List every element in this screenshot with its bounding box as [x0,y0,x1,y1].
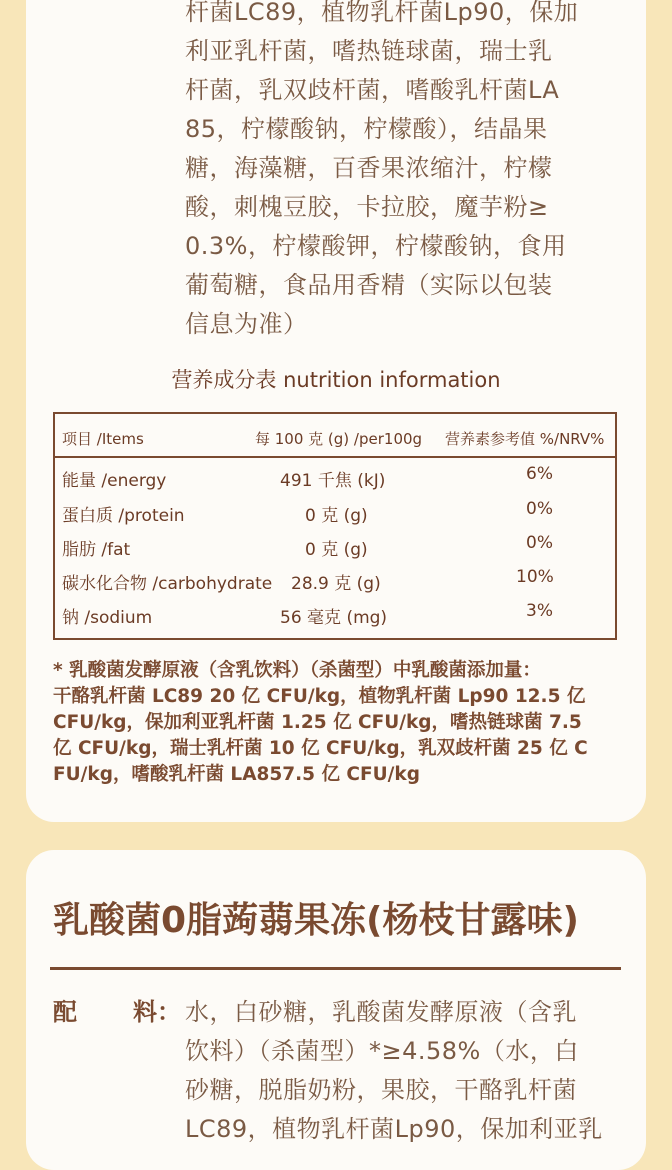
row-item: 蛋白质 /protein [62,506,185,526]
ingredient-line: 水，白砂糖，乳酸菌发酵原液（含乳 [185,998,577,1026]
row-per100: 0 克 (g) [305,540,368,560]
ingredients-label-right: 料： [133,998,181,1026]
ingredient-line: 0.3%，柠檬酸钾，柠檬酸钠，食用 [185,232,567,260]
ingredient-line: 杆菌LC89，植物乳杆菌Lp90，保加 [185,0,579,26]
ingredient-line: 杆菌，乳双歧杆菌，嗜酸乳杆菌LA [185,76,560,104]
note-line: * 乳酸菌发酵原液（含乳饮料）（杀菌型）中乳酸菌添加量： [53,660,541,681]
nutrition-table-header [55,414,615,458]
ingredient-line: 信息为准） [185,310,308,338]
ingredient-line: 85，柠檬酸钠，柠檬酸），结晶果 [185,115,548,143]
row-nrv: 0% [526,533,553,553]
header-per100: 每 100 克 (g) /per100g [255,430,423,448]
ingredients-label-left: 配 [53,998,77,1026]
ingredient-line: 砂糖，脱脂奶粉，果胶，干酪乳杆菌 [185,1076,577,1104]
row-item: 碳水化合物 /carbohydrate [62,574,273,594]
row-item: 脂肪 /fat [62,540,131,560]
nutrition-table [53,412,617,640]
row-per100: 491 千焦 (kJ) [280,471,386,491]
ingredient-line: 葡萄糖，食品用香精（实际以包装 [185,271,553,299]
ingredient-line: LC89，植物乳杆菌Lp90，保加利亚乳 [185,1115,603,1143]
row-item: 能量 /energy [62,471,167,491]
ingredient-line: 酸，刺槐豆胶，卡拉胶，魔芋粉≥ [185,193,549,221]
header-nrv: 营养素参考值 %/NRV% [445,430,605,448]
ingredient-line: 饮料）（杀菌型）*≥4.58%（水，白 [185,1037,579,1065]
row-per100: 0 克 (g) [305,506,368,526]
row-nrv: 0% [526,499,553,519]
lactobacillus-note [53,658,643,788]
row-nrv: 6% [526,464,553,484]
note-line: 干酪乳杆菌 LC89 20 亿 CFU/kg，植物乳杆菌 Lp90 12.5 亿 [53,686,586,707]
note-line: CFU/kg，保加利亚乳杆菌 1.25 亿 CFU/kg，嗜热链球菌 7.5 [53,712,582,733]
title-divider [50,967,621,970]
row-nrv: 10% [516,567,554,587]
row-per100: 56 毫克 (mg) [280,608,388,628]
note-line: FU/kg，嗜酸乳杆菌 LA857.5 亿 CFU/kg [53,764,420,785]
product2-title: 乳酸菌0脂蒟蒻果冻(杨枝甘露味) [53,900,579,941]
header-items: 项目 /Items [62,430,144,448]
row-nrv: 3% [526,601,553,621]
ingredient-line: 利亚乳杆菌，嗜热链球菌，瑞士乳 [185,37,553,65]
ingredient-line: 糖，海藻糖，百香果浓缩汁，柠檬 [185,154,553,182]
nutrition-title: 营养成分表 nutrition information [171,368,501,392]
row-per100: 28.9 克 (g) [291,574,381,594]
note-line: 亿 CFU/kg，瑞士乳杆菌 10 亿 CFU/kg，乳双歧杆菌 25 亿 C [53,738,588,759]
row-item: 钠 /sodium [62,608,153,628]
